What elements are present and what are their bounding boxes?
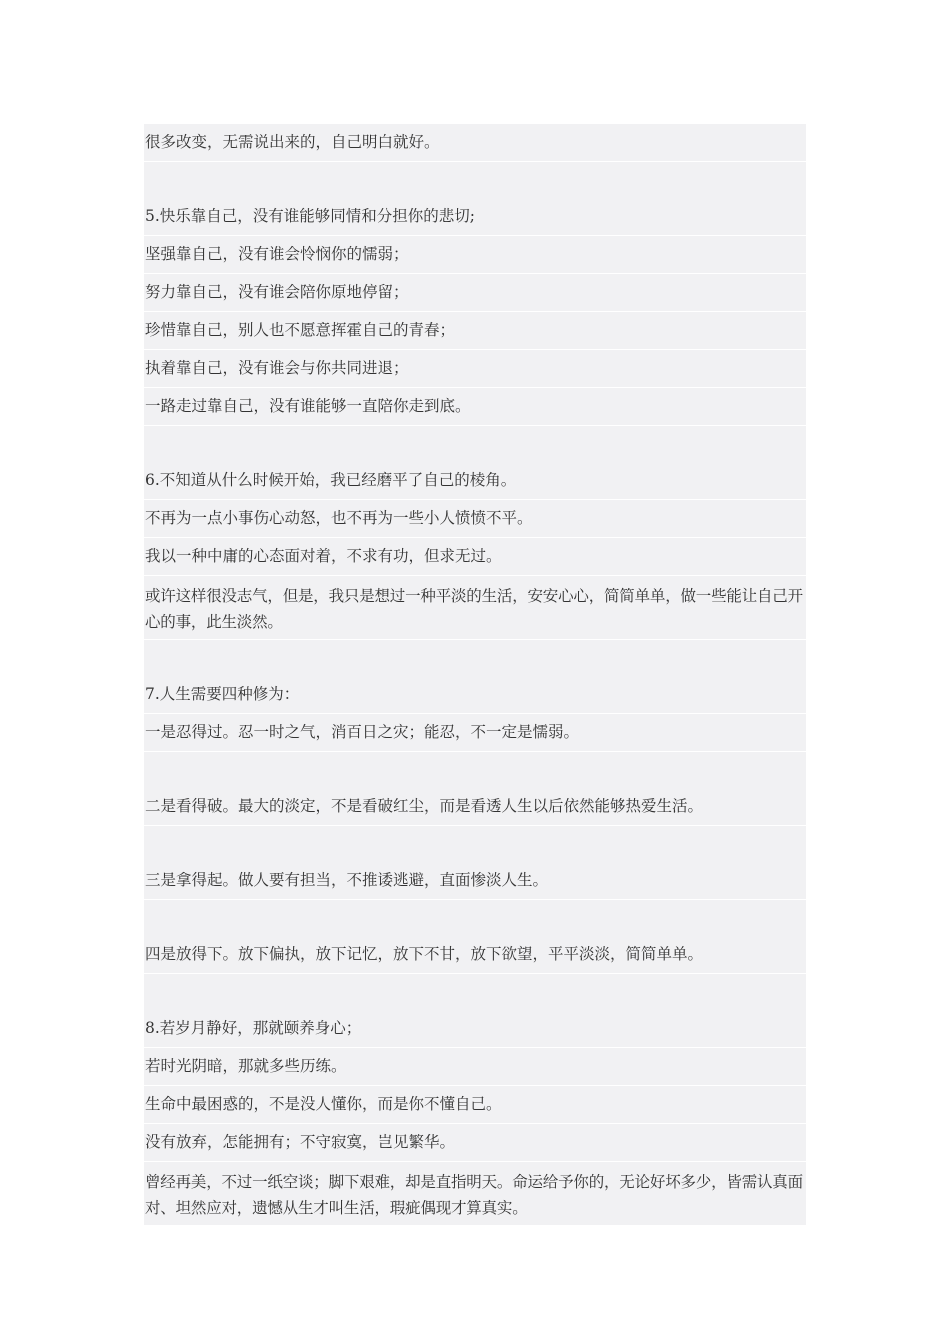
spacer: [144, 752, 806, 788]
article-body: [144, 124, 806, 1226]
spacer: [144, 900, 806, 936]
spacer: [144, 426, 806, 462]
paragraph: 我以一种中庸的心态面对着，不求有功，但求无过。: [144, 538, 806, 576]
section-5-heading: 5.快乐靠自己，没有谁能够同情和分担你的悲切;: [144, 198, 806, 236]
paragraph: 坚强靠自己，没有谁会怜悯你的懦弱；: [144, 236, 806, 274]
paragraph: 不再为一点小事伤心动怒，也不再为一些小人愤愤不平。: [144, 500, 806, 538]
paragraph: 珍惜靠自己，别人也不愿意挥霍自己的青春；: [144, 312, 806, 350]
paragraph: 很多改变，无需说出来的，自己明白就好。: [144, 124, 806, 162]
section-7-heading: 7.人生需要四种修为：: [144, 676, 806, 714]
section-6-heading: 6.不知道从什么时候开始，我已经磨平了自己的棱角。: [144, 462, 806, 500]
spacer: [144, 640, 806, 676]
section-8-heading: 8.若岁月静好，那就颐养身心；: [144, 1010, 806, 1048]
spacer: [144, 974, 806, 1010]
paragraph: 若时光阴暗，那就多些历练。: [144, 1048, 806, 1086]
paragraph: 一路走过靠自己，没有谁能够一直陪你走到底。: [144, 388, 806, 426]
paragraph: 三是拿得起。做人要有担当，不推诿逃避，直面惨淡人生。: [144, 862, 806, 900]
spacer: [144, 826, 806, 862]
paragraph: 一是忍得过。忍一时之气，消百日之灾；能忍，不一定是懦弱。: [144, 714, 806, 752]
paragraph: 努力靠自己，没有谁会陪你原地停留；: [144, 274, 806, 312]
paragraph: 没有放弃，怎能拥有；不守寂寞，岂见繁华。: [144, 1124, 806, 1162]
paragraph: 四是放得下。放下偏执，放下记忆，放下不甘，放下欲望，平平淡淡，简简单单。: [144, 936, 806, 974]
paragraph: 曾经再美，不过一纸空谈；脚下艰难，却是直指明天。命运给予你的，无论好坏多少，皆需认真面对、坦然应对，遗憾从生才叫生活，瑕疵偶现才算真实。: [144, 1162, 806, 1226]
paragraph: 二是看得破。最大的淡定，不是看破红尘，而是看透人生以后依然能够热爱生活。: [144, 788, 806, 826]
paragraph: 或许这样很没志气，但是，我只是想过一种平淡的生活，安安心心，简简单单，做一些能让自己开心的事，此生淡然。: [144, 576, 806, 640]
paragraph: 执着靠自己，没有谁会与你共同进退；: [144, 350, 806, 388]
spacer: [144, 162, 806, 198]
paragraph: 生命中最困惑的，不是没人懂你，而是你不懂自己。: [144, 1086, 806, 1124]
